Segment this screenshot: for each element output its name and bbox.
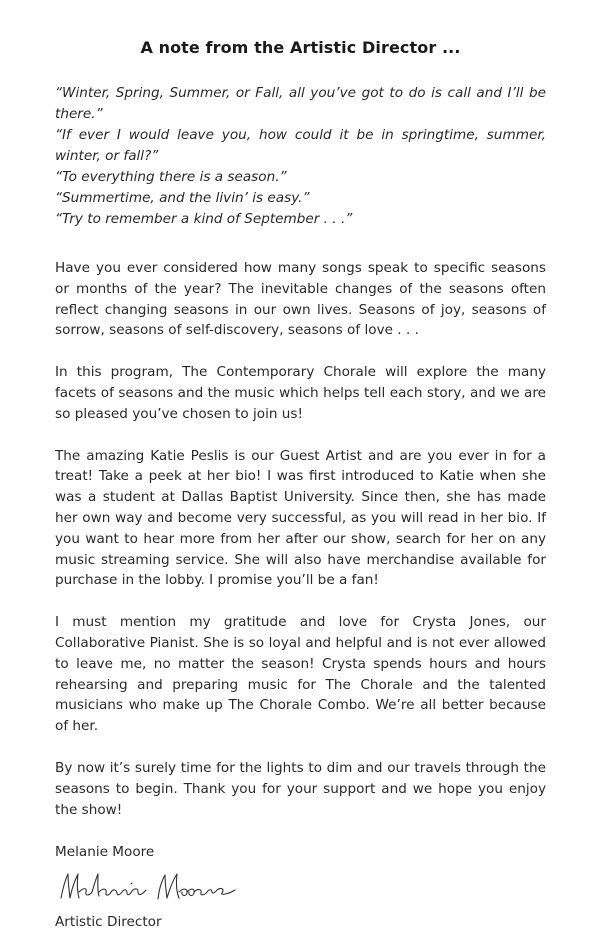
quote-line: “Summertime, and the livin’ is easy.” bbox=[55, 190, 310, 206]
paragraph-program: In this program, The Contemporary Chorale will explore the many facets of seasons and the music which helps tell each story, and we are so pleased you’ve chosen to join us! bbox=[55, 364, 546, 422]
signer-title: Artistic Director bbox=[55, 914, 162, 931]
signer-name: Melanie Moore bbox=[55, 844, 155, 861]
paragraph-pianist: I must mention my gratitude and love for Crysta Jones, our Collaborative Pianist. She is so loyal and helpful and is not ever allowed to leave me, no matter the season! Crysta spends hours and hours rehearsing and preparing music for The Chorale and the talented musicians who make up The Chorale Combo. We’re all better because of her. bbox=[55, 614, 546, 735]
handwritten-signature bbox=[55, 868, 245, 906]
quote-block bbox=[55, 83, 546, 230]
quote-line: “To everything there is a season.” bbox=[55, 169, 287, 185]
paragraph-guest-artist: The amazing Katie Peslis is our Guest Artist and are you ever in for a treat! Take a peek at her bio! I was first introduced to Katie when she was a student at Dallas Baptist University. Since then, she has made her own way and become very successful, as you will read in her bio. If you want to hear more from her after our show, search for her on any music streaming service. She will also have merchandise available for purchase in the lobby. I promise you’ll be a fan! bbox=[55, 447, 546, 589]
quote-line: “If ever I would leave you, how could it be in springtime, summer, winter, or fall?” bbox=[55, 127, 546, 164]
document-page bbox=[55, 0, 546, 932]
page-title: A note from the Artistic Director ... bbox=[140, 38, 461, 57]
paragraph-closing: By now it’s surely time for the lights to dim and our travels through the seasons to begin. Thank you for your support and we hope you enjoy the show! bbox=[55, 759, 546, 818]
quote-line: “Winter, Spring, Summer, or Fall, all you’ve got to do is call and I’ll be there.” bbox=[55, 85, 546, 122]
paragraph-seasons: Have you ever considered how many songs speak to specific seasons or months of the year? The inevitable changes of the seasons often reflect changing seasons in our own lives. Seasons of joy, seasons of sorrow, seasons of self-discovery, seasons of love . . . bbox=[55, 260, 546, 339]
quote-line: “Try to remember a kind of September . . .” bbox=[55, 211, 353, 227]
